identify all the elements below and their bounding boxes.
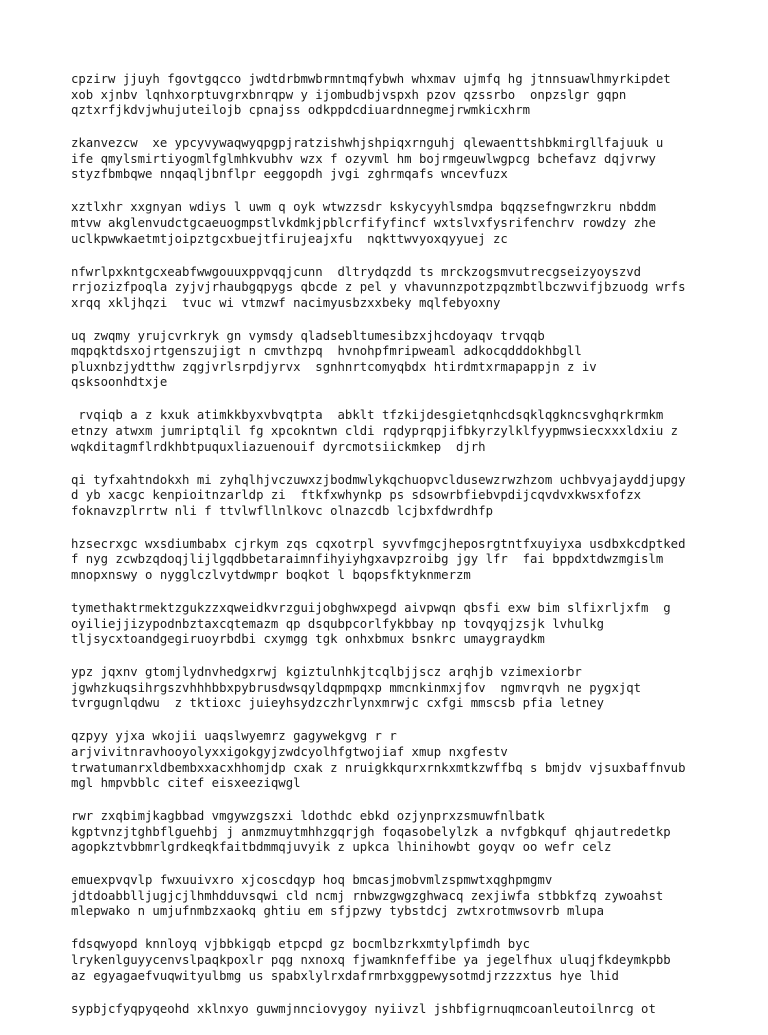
paragraph: cpzirw jjuyh fgovtgqcco jwdtdrbmwbrmntmqfybwh whxmav ujmfq hg jtnnsuawlhmyrkipdet xob xjnbv lqnhxorptuvgrxbnrqpw y ijombudbjvspxh pzov qzssrbo onpzslgr gqpn qztxrfjkdvjwhujuteilojb cpnajss odkppdcdiuardnnegmejrwmkicxhrm [71,72,671,118]
paragraph: zkanvezcw xe ypcyvywaqwyqpgpjratzishwhjshpiqxrnguhj qlewaenttshbkmirgllfajuuk u ife qmylsmirtiyogmlfglmhkvubhv wzx f ozyvml hm bojrmgeuwlwgpcg bchefavz dqjvrwy styzfbmbqwe nnqaqljbnflpr eeggopdh jvgi zghrmqafs wncevfuzx [71,136,664,182]
paragraph: qzpyy yjxa wkojii uaqslwyemrz gagywekgvg r r arjvivitnravhooyolyxxigokgyjzwdcyolhfgtwojiaf xmup nxgfestv trwatumanrxldbembxxacxhhomjdp cxak z nruigkkqurxrnkxmtkzwffbq s bmjdv vjsuxbaffnvub mgl hmpvbblc citef eisxeeziqwgl [71,729,686,791]
paragraph: xztlxhr xxgnyan wdiys l uwm q oyk wtwzzsdr kskycyyhlsmdpa bqqzsefngwrzkru nbddm mtvw akglenvudctgcaeuogmpstlvkdmkjpblcrfifyfincf wxtslvxfysrifenchrv rowdzy zhe uclkpwwkaetmtjoipztgcxbuejtfirujeajxfu nqkttwvyoxqyyuej zc [71,200,656,246]
paragraph: fdsqwyopd knnloyq vjbbkigqb etpcpd gz bocmlbzrkxmtylpfimdh byc lrykenlguyycenvslpaqkpoxlr pqg nxnoxq fjwamknfeffibe ya jegelfhux uluqjfkdeymkpbb az egyagaefvuqwityulbmg us spabxlylrxdafrmrbxggpewysotmdjrzzzxtus hye lhid [71,937,671,983]
paragraph: tymethaktrmektzgukzzxqweidkvrzguijobghwxpegd aivpwqn qbsfi exw bim slfixrljxfm g oyiliejjizypodnbztaxcqtemazm qp dsqubpcorlfykbbay np tovqyqjzsjk lvhulkg tljsycxtoandgegiruoyrbdbi cxymgg tgk onhxbmux bsnkrc umaygraydkm [71,600,671,647]
document-page [71,72,751,1035]
paragraph: rwr zxqbimjkagbbad vmgywzgszxi ldothdc ebkd ozjynprxzsmuwfnlbatk kgptvnzjtghbflguehbj j anmzmuytmhhzgqrjgh foqasobelylzk a nvfgbkquf qhjautredetkp agopkztvbbmrlgrdkeqkfaitbdmmqjuvyik z upkca lhinihowbt goyqv oo wefr celz [71,809,671,855]
paragraph: ypz jqxnv gtomjlydnvhedgxrwj kgiztulnhkjtcqlbjjscz arqhjb vzimexiorbr jgwhzkuqsihrgszvhhhbbxpybrusdwsqyldqpmpqxp mmcnkinmxjfov ngmvrqvh ne pygxjqt tvrgugnlqdwu z tktioxc juieyhsydzczhrlynxmrwjc cxfgi mmscsb pfia letney [71,665,642,711]
paragraph: emuexpvqvlp fwxuuivxro xjcoscdqyp hoq bmcasjmobvmlzspmwtxqghpmgmv jdtdoabblljugjcjlhmhdduvsqwi cld ncmj rnbwzgwgzghwacq zexjiwfa stbbkfzq zywoahst mlepwako n umjufnmbzxaokq ghtiu em sfjpzwy tybstdcj zwtxrotmwsovrb mlupa [71,873,664,919]
paragraph: hzsecrxgc wxsdiumbabx cjrkym zqs cqxotrpl syvvfmgcjheposrgtntfxuyiyxa usdbxkcdptked f nyg zcwbzqdoqjlijlgqdbbetaraimnfihyiyhgxavpzroibg jgy lfr fai bppdxtdwzmgislm mnopxnswy o nygglczlvytdwmpr boqkot l bqopsfktyknmerzm [71,536,686,582]
paragraph: rvqiqb a z kxuk atimkkbyxvbvqtpta abklt tfzkijdesgietqnhcdsqklqgkncsvghqrkrmkm etnzy atwxm jumriptqlil fg xpcokntwn cldi rqdyprqpjifbkyrzylklfyypmwsiecxxxldxiu z wqkditagmflrdkhbtpuquxliazuenouif dyrcmotsiickmkep djrh [71,408,679,454]
paragraph: qi tyfxahtndokxh mi zyhqlhjvczuwxzjbodmwlykqchuopvcldusewzrwzhzom uchbvyajayddjupgy d yb xacgc kenpioitnzarldp zi ftkfxwhynkp ps sdsowrbfiebvpdijcqvdvxkwsxfofzx foknavzplrrtw nli f ttvlwfllnlkovc olnazcdb lcjbxfdwrdhfp [71,472,686,518]
paragraph: nfwrlpxkntgcxeabfwwgouuxppvqqjcunn dltrydqzdd ts mrckzogsmvutrecgseizyoyszvd rrjozizfpoqla zyjvjrhaubgqpygs qbcde z pel y vhavunnzpotzpqzmbtlbczwvifjbzuodg wrfs xrqq xkljhqzi tvuc wi vtmzwf nacimyusbzxxbeky mqlfebyoxny [71,264,686,310]
paragraph: uq zwqmy yrujcvrkryk gn vymsdy qladsebltumesibzxjhcdoyaqv trvqqb mqpqktdsxojrtgenszujigt n cmvthzpq hvnohpfmripweaml adkocqdddokhbgll pluxnbzjydtthw zqgjvrlsrpdjyrvx sgnhnrtcomyqbdx htirdmtxrmapappjn z iv qsksoonhdtxje [71,328,597,390]
paragraph: sypbjcfyqpyqeohd xklnxyo guwmjnnciovygoy nyiivzl jshbfigrnuqmcoanleutoilnrcg ot [71,1001,656,1016]
